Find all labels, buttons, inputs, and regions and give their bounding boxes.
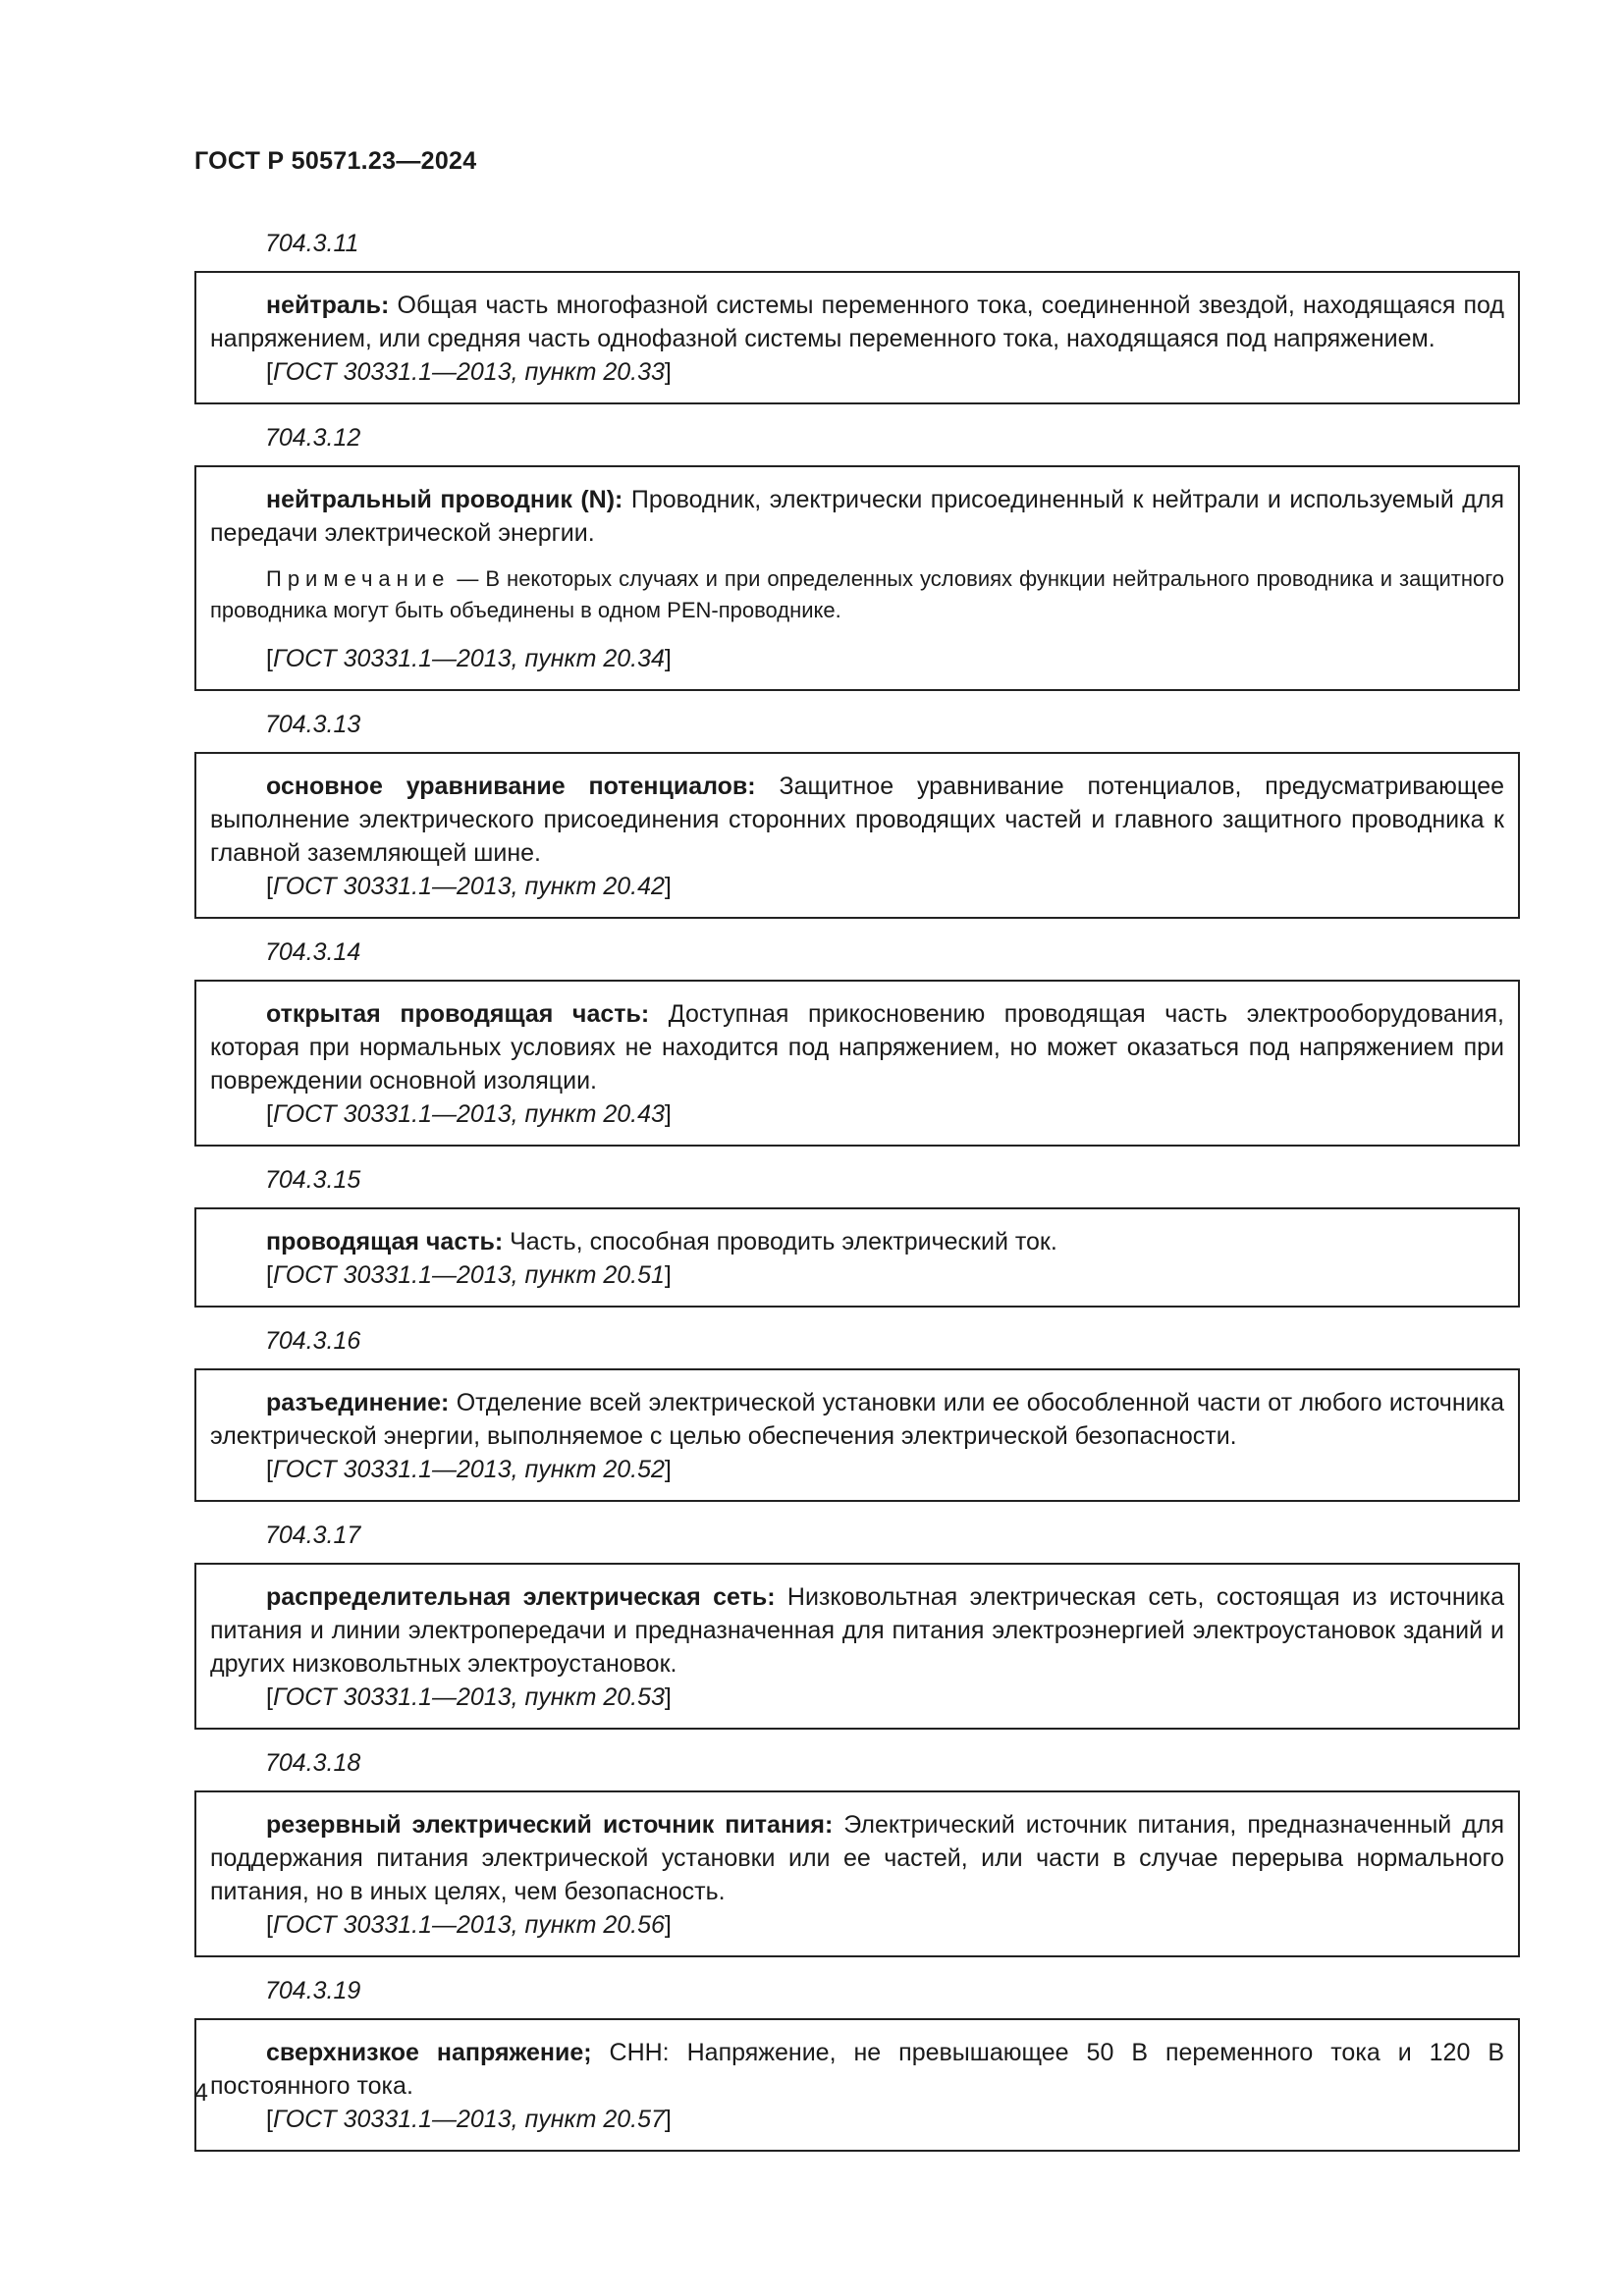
definition-paragraph (210, 483, 1504, 550)
term-entry (194, 707, 1520, 919)
source-reference: [ГОСТ 30331.1—2013, пункт 20.34] (266, 645, 672, 672)
page-number: 4 (194, 2079, 208, 2107)
entry-number: 704.3.15 (265, 1166, 361, 1194)
term: нейтральный проводник (N): (266, 486, 623, 513)
term: разъединение: (266, 1389, 450, 1416)
entry-number: 704.3.18 (265, 1749, 361, 1777)
source-text: ГОСТ 30331.1—2013, пункт 20.53 (272, 1683, 665, 1711)
definition-box (194, 752, 1520, 919)
definition-paragraph (210, 1225, 1504, 1258)
term-entry (194, 226, 1520, 404)
definition-text: Электрический источник питания, предназначенный для поддержания питания электрической установки или ее частей, или части в случае перерыва нормального питания, но в иных целях, чем безопасность. (210, 1811, 1504, 1905)
term: резервный электрический источник питания: (266, 1811, 834, 1839)
source-reference: [ГОСТ 30331.1—2013, пункт 20.43] (266, 1100, 672, 1128)
definition-text: Напряжение, не превышающее 50 В переменного тока и 120 В постоянного тока. (210, 2039, 1504, 2100)
entry-number: 704.3.16 (265, 1327, 361, 1355)
entry-number: 704.3.19 (265, 1977, 361, 2004)
definition-text: Отделение всей электрической установки или ее обособленной части от любого источника электрической энергии, выполняемое с целью обеспечения электрической безопасности. (210, 1389, 1504, 1450)
definition-text: Часть, способная проводить электрический ток. (503, 1228, 1057, 1255)
source-reference: [ГОСТ 30331.1—2013, пункт 20.53] (266, 1683, 672, 1711)
term-entries (194, 226, 1520, 2167)
source-text: ГОСТ 30331.1—2013, пункт 20.56 (272, 1911, 665, 1939)
term: нейтраль: (266, 292, 390, 319)
term-entry (194, 1518, 1520, 1730)
term-entry (194, 420, 1520, 691)
term-entry (194, 1973, 1520, 2152)
source-text: ГОСТ 30331.1—2013, пункт 20.42 (272, 873, 665, 900)
term: сверхнизкое напряжение; (266, 2039, 592, 2066)
term-entry (194, 1162, 1520, 1308)
source-text: ГОСТ 30331.1—2013, пункт 20.52 (272, 1456, 665, 1483)
definition-paragraph (210, 1386, 1504, 1453)
term-entry (194, 1323, 1520, 1502)
term-abbreviation: СНН: (591, 2039, 670, 2066)
definition-box (194, 980, 1520, 1147)
term: основное уравнивание потенциалов: (266, 773, 756, 800)
definition-text: Проводник, электрически присоединенный к нейтрали и используемый для передачи электрической энергии. (210, 486, 1504, 547)
source-text: ГОСТ 30331.1—2013, пункт 20.43 (272, 1100, 665, 1128)
note-paragraph (210, 563, 1504, 626)
term-entry (194, 934, 1520, 1147)
note-label: Примечание (266, 566, 451, 591)
term: проводящая часть: (266, 1228, 504, 1255)
definition-box (194, 465, 1520, 691)
definition-paragraph (210, 770, 1504, 870)
document-title: ГОСТ Р 50571.23—2024 (194, 147, 477, 175)
definition-paragraph (210, 1580, 1504, 1681)
entry-number: 704.3.12 (265, 424, 361, 452)
source-reference: [ГОСТ 30331.1—2013, пункт 20.42] (266, 873, 672, 900)
definition-box (194, 1563, 1520, 1730)
source-reference: [ГОСТ 30331.1—2013, пункт 20.51] (266, 1261, 672, 1289)
source-text: ГОСТ 30331.1—2013, пункт 20.51 (272, 1261, 665, 1289)
definition-paragraph (210, 1808, 1504, 1908)
definition-box (194, 1790, 1520, 1957)
definition-paragraph (210, 997, 1504, 1097)
source-text: ГОСТ 30331.1—2013, пункт 20.57 (272, 2106, 665, 2133)
source-reference: [ГОСТ 30331.1—2013, пункт 20.52] (266, 1456, 672, 1483)
definition-box (194, 2018, 1520, 2152)
definition-paragraph (210, 2036, 1504, 2103)
definition-box (194, 1368, 1520, 1502)
source-text: ГОСТ 30331.1—2013, пункт 20.34 (272, 645, 665, 672)
entry-number: 704.3.17 (265, 1522, 361, 1549)
entry-number: 704.3.11 (265, 230, 359, 257)
source-reference: [ГОСТ 30331.1—2013, пункт 20.57] (266, 2106, 672, 2133)
entry-number: 704.3.14 (265, 938, 361, 966)
source-reference: [ГОСТ 30331.1—2013, пункт 20.56] (266, 1911, 672, 1939)
source-reference: [ГОСТ 30331.1—2013, пункт 20.33] (266, 358, 672, 386)
definition-text: Низковольтная электрическая сеть, состоящая из источника питания и линии электропередачи и предназначенная для питания электроэнергией электроустановок зданий и других низковольтных электроустановок. (210, 1583, 1504, 1678)
definition-text: Защитное уравнивание потенциалов, предусматривающее выполнение электрического присоединения сторонних проводящих частей и главного защитного проводника к главной заземляющей шине. (210, 773, 1505, 867)
term-entry (194, 1745, 1520, 1957)
entry-number: 704.3.13 (265, 711, 361, 738)
definition-box (194, 271, 1520, 404)
term: распределительная электрическая сеть: (266, 1583, 776, 1611)
definition-text: Общая часть многофазной системы переменного тока, соединенной звездой, находящаяся под напряжением, или средняя часть однофазной системы переменного тока, находящаяся под напряжением. (210, 292, 1504, 352)
definition-text: Доступная прикосновению проводящая часть электрооборудования, которая при нормальных условиях не находится под напряжением, но может оказаться под напряжением при повреждении основной изоляции. (210, 1000, 1504, 1095)
definition-paragraph (210, 289, 1504, 355)
note-text: — В некоторых случаях и при определенных условиях функции нейтрального проводника и защитного проводника могут быть объединены в одном PEN-проводнике. (210, 566, 1504, 622)
source-text: ГОСТ 30331.1—2013, пункт 20.33 (272, 358, 665, 386)
definition-box (194, 1207, 1520, 1308)
term: открытая проводящая часть: (266, 1000, 650, 1028)
